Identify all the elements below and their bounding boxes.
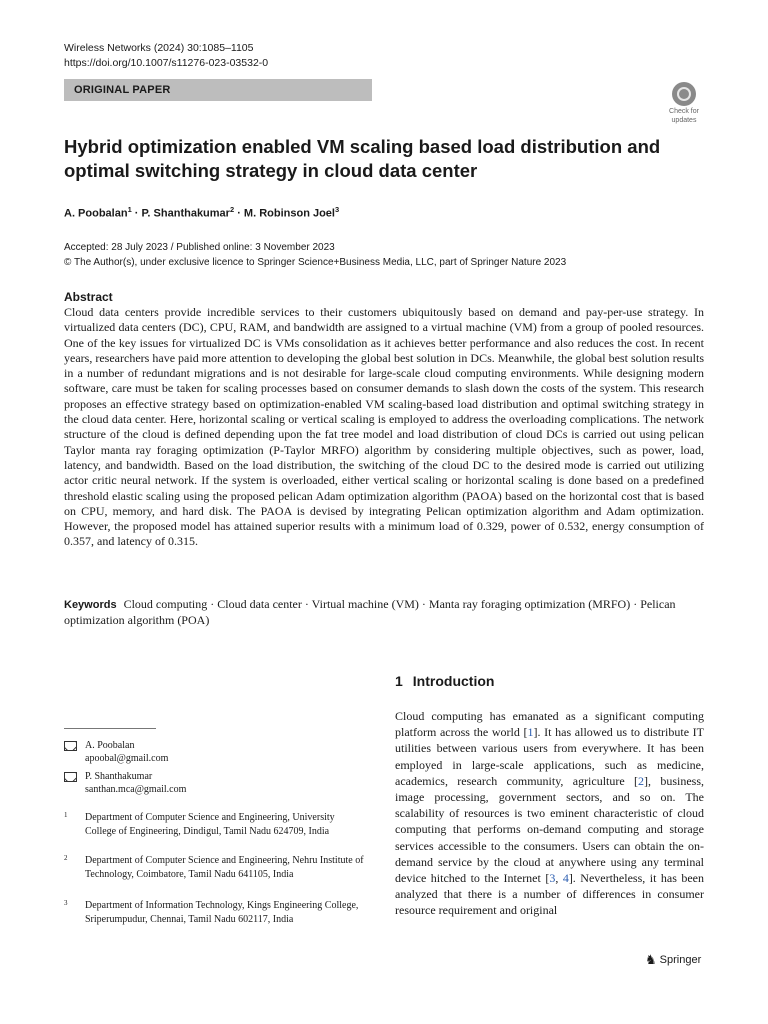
contact-name: P. Shanthakumar	[85, 771, 153, 782]
publisher-name: Springer	[659, 954, 702, 966]
citation-link[interactable]: 4	[562, 871, 569, 886]
affiliation	[64, 854, 364, 881]
affiliation-text: Department of Computer Science and Engineering, Nehru Institute of Technology, Coimbatore, Tamil Nadu 641105, India	[85, 855, 364, 880]
keyword: Cloud data center	[217, 597, 302, 611]
citation-link[interactable]: 1	[527, 725, 534, 740]
journal-citation: Wireless Networks (2024) 30:1085–1105	[64, 42, 254, 54]
footnote-divider	[64, 728, 156, 729]
author-name[interactable]: P. Shanthakumar	[141, 207, 230, 220]
keyword: Cloud computing	[123, 597, 208, 611]
keywords	[64, 597, 704, 629]
corresponding-author-contact	[64, 770, 186, 796]
article-type-label: ORIGINAL PAPER	[74, 84, 171, 96]
citation-link[interactable]: 2	[638, 773, 645, 788]
keyword-separator: ·	[630, 597, 641, 611]
affiliation-number: 2	[64, 854, 68, 862]
intro-text: Cloud computing has emanated as a significant computing platform across the world [	[395, 709, 704, 740]
affiliation	[64, 811, 364, 838]
corresponding-author-contact	[64, 739, 168, 765]
contact-email[interactable]: santhan.mca@gmail.com	[85, 784, 187, 795]
paper-title: Hybrid optimization enabled VM scaling based load distribution and optimal switching strategy in cloud data center	[64, 136, 661, 181]
affiliation-number: 3	[64, 899, 68, 907]
affiliation-text: Department of Information Technology, Kings Engineering College, Sriperumpudur, Chennai, Tamil Nadu 602117, India	[85, 900, 359, 925]
keyword: Pelican optimization algorithm (POA)	[64, 597, 676, 628]
author-affiliation-mark: 1	[127, 205, 132, 214]
check-for-updates-icon	[672, 82, 696, 106]
publisher-footer	[645, 952, 701, 968]
doi-link[interactable]: https://doi.org/10.1007/s11276-023-03532-0	[64, 57, 269, 69]
author-name[interactable]: A. Poobalan	[64, 207, 128, 220]
keyword-separator: ·	[301, 597, 312, 611]
intro-text: ,	[555, 871, 563, 886]
check-for-updates-line2: updates	[671, 117, 697, 124]
contact-email[interactable]: apoobal@gmail.com	[85, 753, 169, 764]
publication-dates	[64, 240, 566, 270]
author-name[interactable]: M. Robinson Joel	[243, 207, 335, 220]
author-separator: ·	[131, 207, 142, 220]
contact-name: A. Poobalan	[85, 740, 135, 751]
keyword: Manta ray foraging optimization (MRFO)	[428, 597, 631, 611]
journal-header	[64, 41, 268, 71]
intro-text: ]. Nevertheless, it has been analyzed that there is a number of differences in consumer resource requirement and original	[395, 871, 705, 918]
intro-text: ], business, image processing, government sectors, and so on. The scalability of resources is two eminent characteristic of cloud computing that performs on-demand computing and storage services accessible to the consumers. Users can obtain the on-demand service by the cloud at anywhere using any terminal device hitched to the Internet [	[395, 773, 704, 886]
section-number: 1	[395, 673, 403, 689]
keywords-label: Keywords	[64, 599, 117, 611]
copyright-notice: © The Author(s), under exclusive licence to Springer Science+Business Media, LLC, part of Springer Nature 2023	[64, 257, 567, 268]
section-heading-introduction	[395, 673, 494, 689]
author-affiliation-mark: 2	[229, 205, 235, 214]
keyword-separator: ·	[207, 597, 218, 611]
abstract-text: Cloud data centers provide incredible services to their customers ubiquitously based on demand and pay-per-use strategy. In virtualized data centers (DC), CPU, RAM, and bandwidth are assigned to a virtual machine (VM) from a group of pooled resources. One of the key issues for virtualized DC is VMs consolidation as it achieves better performance and also reduces the cost. In recent years, researchers have paid more attention to developing the global best solution in DCs. Meanwhile, the global best solution results in a number of redundant migrations and is not desirable for large-scale cloud computing environments. While designing modern software, care must be taken for scaling processes based on consumer demands to slash down the costs of the system. This research proposes an effective strategy based on optimization-enabled VM scaling-based load distribution and optimal switching strategy in the cloud data center. Here, horizontal scaling or vertical scaling is employed to address the overloading complications. The network structure of the cloud is defined depending upon the fat tree model and load distribution of cloud DCs is carried out using pelican Taylor manta ray foraging optimization (P-Taylor MRFO) algorithm by considering multiple objectives, such as power, load, latency, and bandwidth. Based on the load distribution, the switching of the cloud DC to the desired mode is carried out utilizing actor critic neural network. If the system is overloaded, either vertical scaling or horizontal scaling is done based on a predefined threshold elastic scaling using the proposed pelican Adam optimization algorithm (PAOA) based on the horizontal cost that is based on CPU, memory, and hard disk. The PAOA is devised by integrating Pelican optimization algorithm and Adam optimization. However, the proposed model has attained superior results with a minimum load of 0.329, power of 0.532, energy consumption of 0.357, and latency of 0.315.	[64, 305, 704, 549]
accepted-published-dates: Accepted: 28 July 2023 / Published online: 3 November 2023	[64, 242, 335, 253]
article-type-banner	[64, 79, 372, 101]
keyword: Virtual machine (VM)	[311, 597, 419, 611]
section-title: Introduction	[412, 673, 495, 689]
intro-text: ]. It has allowed us to distribute IT utilities between various users from everywhere. It has been employed in large-scale applications, such as medicine, academics, research community, agriculture [	[395, 725, 704, 788]
affiliation	[64, 899, 364, 926]
abstract-heading: Abstract	[64, 290, 113, 304]
springer-horse-logo-icon: ♞	[645, 952, 657, 967]
affiliation-text: Department of Computer Science and Engineering, University College of Engineering, Dindigul, Tamil Nadu 624709, India	[85, 812, 335, 837]
citation-link[interactable]: 3	[549, 871, 556, 886]
envelope-icon	[64, 741, 77, 751]
affiliation-number: 1	[64, 811, 68, 819]
author-list	[64, 205, 339, 220]
author-separator: ·	[234, 207, 244, 220]
check-for-updates-badge[interactable]	[664, 82, 704, 122]
keyword-separator: ·	[418, 597, 429, 611]
check-for-updates-line1: Check for	[669, 108, 699, 115]
introduction-paragraph	[395, 708, 704, 919]
author-affiliation-mark: 3	[334, 205, 340, 214]
envelope-icon	[64, 772, 77, 782]
